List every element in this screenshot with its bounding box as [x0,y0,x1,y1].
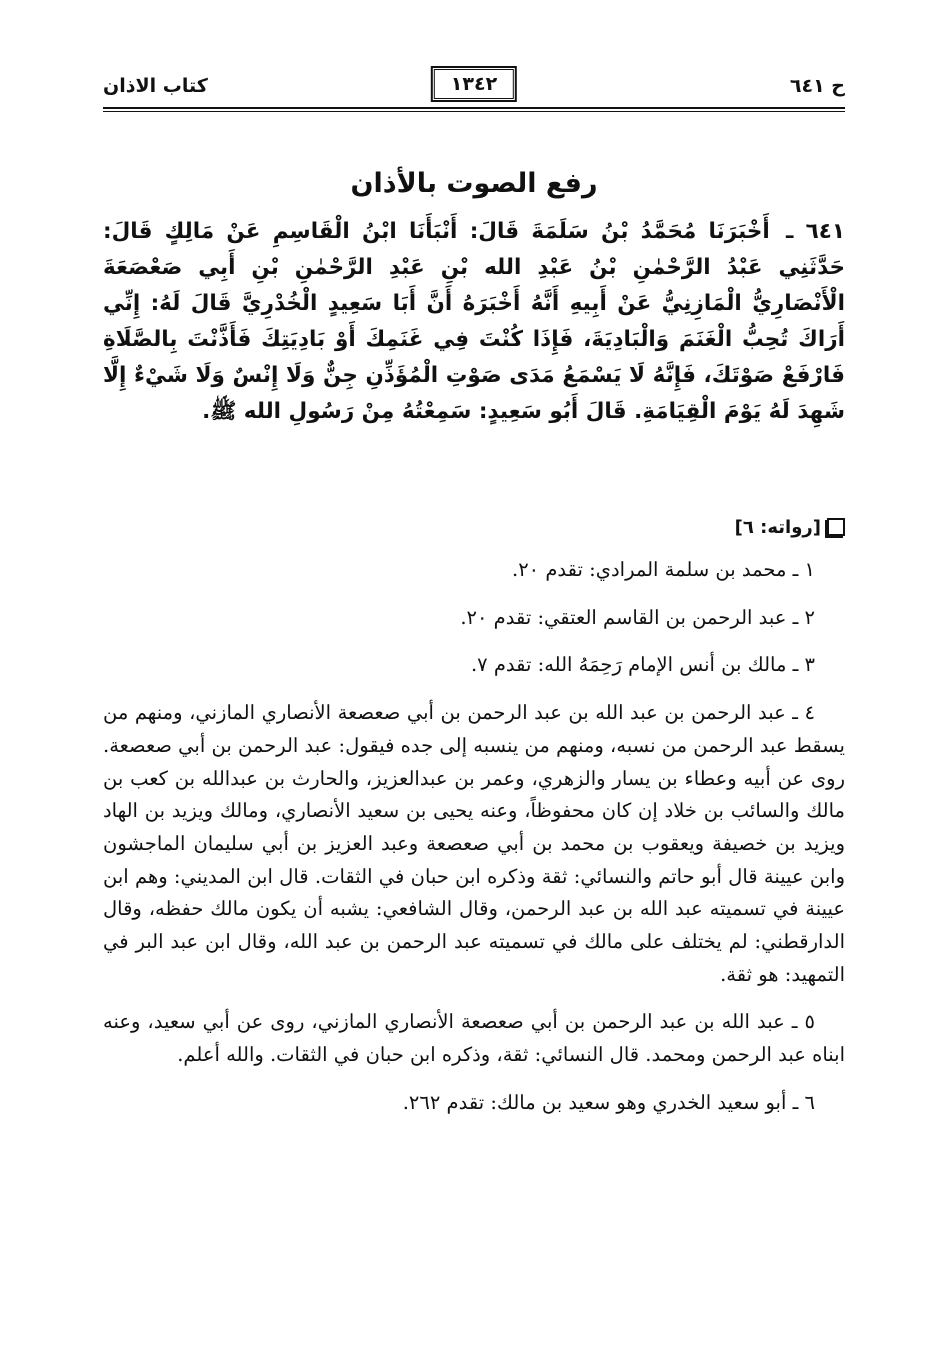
square-bullet-icon [827,518,845,536]
narrators-heading: [رواته: ٦] [734,516,821,538]
book-title: كتاب الاذان [103,75,208,97]
page-number: ١٣٤٢ [434,69,514,99]
narrator-item-3: ٣ ـ مالك بن أنس الإمام رَحِمَهُ الله: تقدم ٧. [470,653,815,677]
hadith-text: أَخْبَرَنَا مُحَمَّدُ بْنُ سَلَمَةَ قَالَ: أَنْبَأَنَا ابْنُ الْقَاسِمِ عَنْ مَالِكٍ قَالَ: حَدَّثَنِي عَبْدُ الرَّحْمٰنِ بْنُ عَبْدِ الله بْنِ عَبْدِ الرَّحْمٰنِ بْنِ أَبِي صَعْصَعَةَ الْأَنْصَارِيُّ الْمَازِنِيُّ عَنْ أَبِيهِ أَنَّهُ أَخْبَرَهُ أَنَّ أَبَا سَعِيدٍ الْخُدْرِيَّ قَالَ لَهُ: إِنِّي أَرَاكَ تُحِبُّ الْغَنَمَ وَالْبَادِيَةَ، فَإِذَا كُنْتَ فِي غَنَمِكَ أَوْ بَادِيَتِكَ فَأَذَّنْتَ بِالصَّلَاةِ فَارْفَعْ صَوْتَكَ، فَإِنَّهُ لَا يَسْمَعُ مَدَى صَوْتِ الْمُؤَذِّنِ جِنٌّ وَلَا إِنْسٌ وَلَا شَيْءٌ إِلَّا شَهِدَ لَهُ يَوْمَ الْقِيَامَةِ. قَالَ أَبُو سَعِيدٍ: سَمِعْتُهُ مِنْ رَسُولِ الله ﷺ. [103,219,845,424]
narrator-item-4: ٤ ـ عبد الرحمن بن عبد الله بن عبد الرحمن بن أبي صعصعة الأنصاري المازني، ومنهم من يسقط عبد الرحمن من نسبه، ومنهم من ينسبه إلى جده فيقول: عبد الرحمن بن أبي صعصعة. روى عن أبيه وعطاء بن يسار والزهري، وعمر بن عبدالعزيز، والحارث بن عبدالله بن كعب بن مالك والسائب بن خلاد إن كان محفوظاً، وعنه يحيى بن سعيد الأنصاري، ومالك ويزيد بن الهاد ويزيد بن خصيفة ويعقوب بن محمد بن أبي صعصعة وعبد العزيز بن أبي سليمان الماجشون وابن عيينة قال أبو حاتم والنسائي: ثقة وذكره ابن حبان في الثقات. قال ابن المديني: وهم ابن عيينة في تسميته عبد الله بن عبد الرحمن، وقال الشافعي: يشبه أن يكون مالك حفظه، وقال الدارقطني: لم يختلف على مالك في تسميته عبد الرحمن بن عبد الله، وقال ابن عبد البر في التمهيد: هو ثقة. [103,701,845,986]
chapter-title: رفع الصوت بالأذان [350,168,598,199]
narrators-heading-row [735,512,845,542]
hadith-reference: ح ٦٤١ [789,75,845,97]
header-rule-thin [103,111,845,112]
narrator-item-2: ٢ ـ عبد الرحمن بن القاسم العتقي: تقدم ٢٠. [460,605,815,629]
narrator-item-6: ٦ ـ أبو سعيد الخدري وهو سعيد بن مالك: تقدم ٢٦٢. [402,1090,815,1114]
header-rule [103,107,845,109]
hadith-text-block [103,214,845,430]
page-number-frame [431,66,517,102]
narrator-item-5: ٥ ـ عبد الله بن عبد الرحمن بن أبي صعصعة الأنصاري المازني، روى عن أبي سعيد، وعنه ابناه عبد الرحمن ومحمد. قال النسائي: ثقة، وذكره ابن حبان في الثقات. والله أعلم. [103,1010,845,1067]
narrators-list [103,554,845,1135]
hadith-number: ٦٤١ ـ [786,219,845,244]
running-header [103,66,845,106]
narrator-item-1: ١ ـ محمد بن سلمة المرادي: تقدم ٢٠. [511,558,815,581]
